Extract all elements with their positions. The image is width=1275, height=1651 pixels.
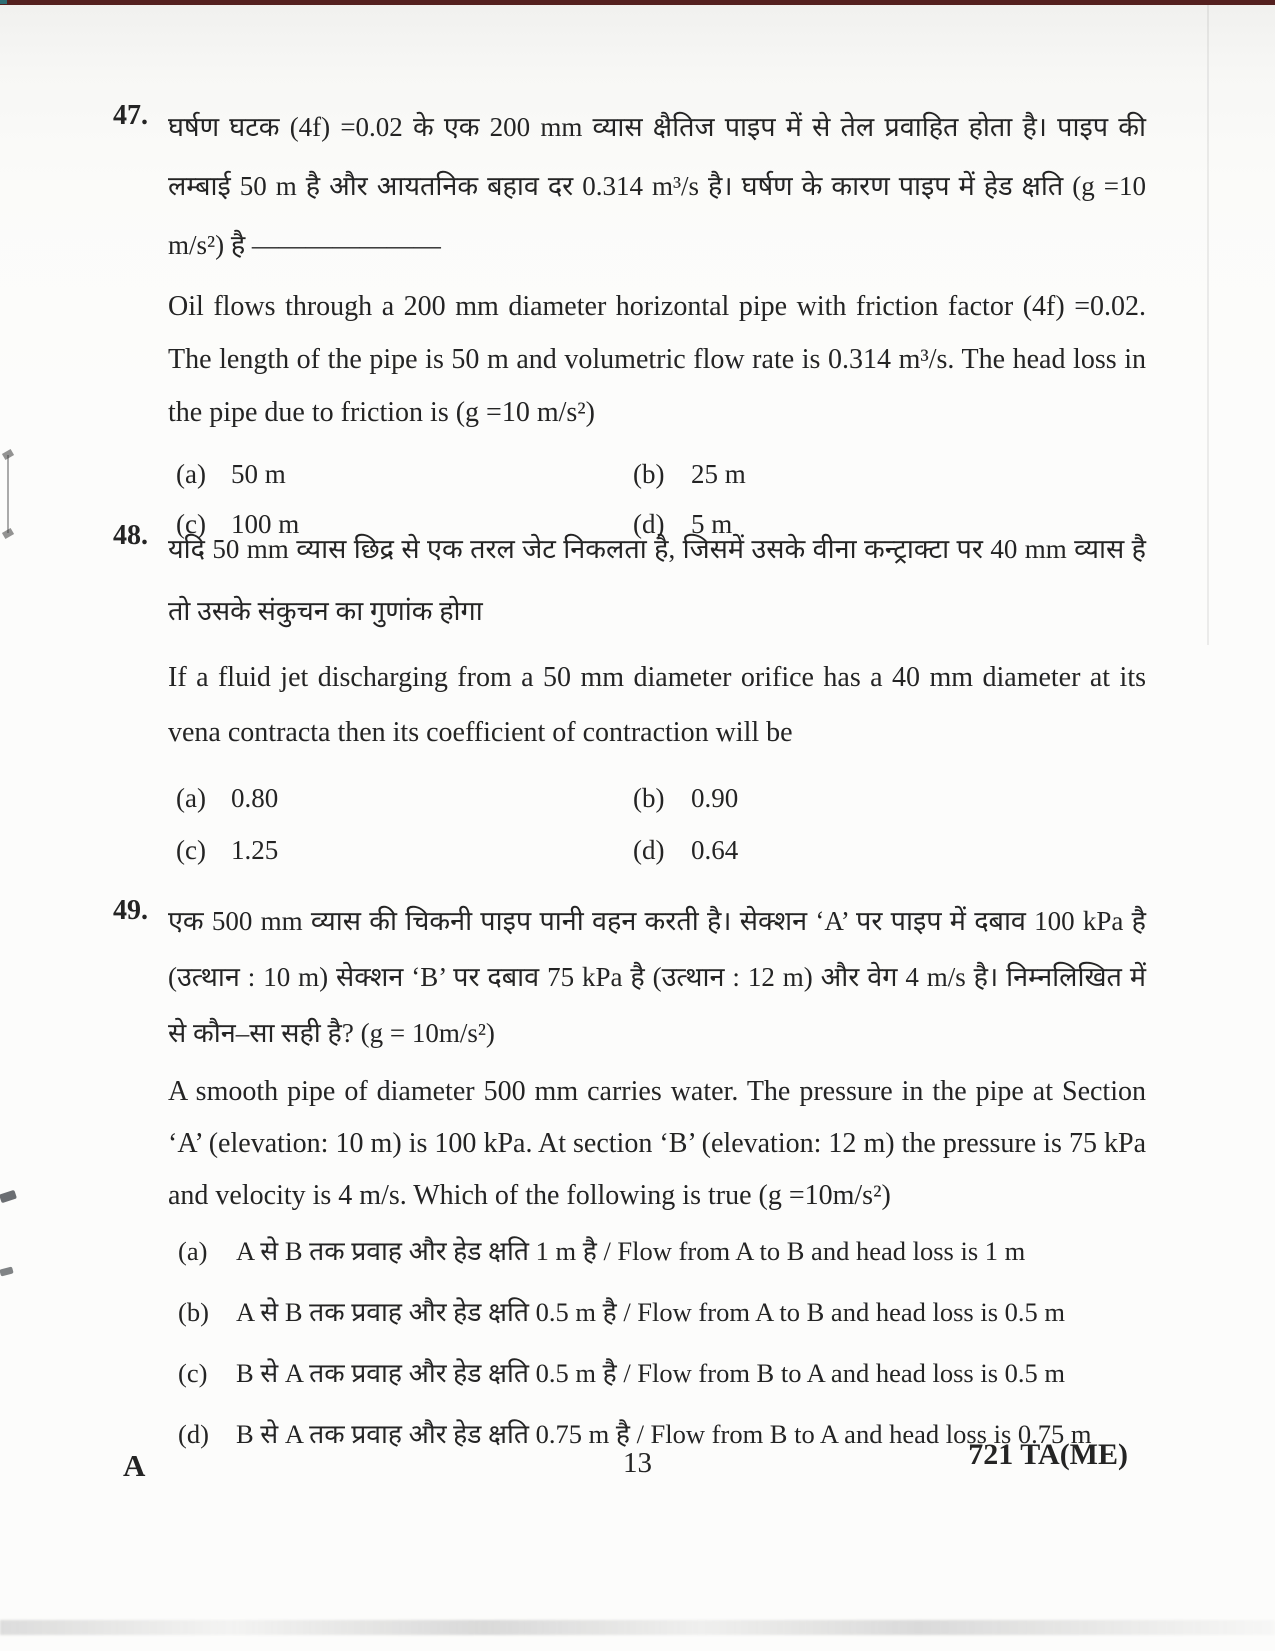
scan-right-edge-line xyxy=(1207,5,1209,645)
option-b-label: (b) xyxy=(633,783,665,813)
question-text-hindi: यदि 50 mm व्यास छिद्र से एक तरल जेट निकलता है, जिसमें उसके वीना कन्ट्राक्टा पर 40 mm व्यास है तो उसके संकुचन का गुणांक होगा xyxy=(168,534,1146,626)
option-d-text: 5 m xyxy=(691,509,733,539)
option-d-label: (d) xyxy=(178,1419,209,1449)
margin-pen-mark xyxy=(0,1190,17,1204)
question-body xyxy=(168,893,1146,1449)
question-text-hindi: एक 500 mm व्यास की चिकनी पाइप पानी वहन करती है। सेक्शन ‘A’ पर पाइप में दबाव 100 kPa है (उत्थान : 10 m) सेक्शन ‘B’ पर दबाव 75 kPa है (उत्थान : 12 m) और वेग 4 m/s है। निम्नलिखित में से कौन–सा सही है? (g = 10m/s²) xyxy=(168,906,1146,1048)
option-a-text: A से B तक प्रवाह और हेड क्षति 1 m है / Flow from A to B and head loss is 1 m xyxy=(236,1236,1026,1266)
options-row xyxy=(176,449,1146,499)
question-text-english: If a fluid jet discharging from a 50 mm diameter orifice has a 40 mm diameter at its vena contracta then its coefficient of contraction will be xyxy=(168,662,1146,748)
scan-bottom-edge-artifact xyxy=(0,1620,1275,1635)
question-body xyxy=(168,98,1146,549)
question-47 xyxy=(113,98,1153,549)
options-row xyxy=(176,772,1146,824)
option-c xyxy=(178,1358,1146,1388)
option-c-label: (c) xyxy=(176,835,206,865)
page-number: 13 xyxy=(623,1447,652,1479)
options-row xyxy=(176,824,1146,876)
paper-code: 721 TA(ME) xyxy=(968,1438,1128,1471)
option-b-text: 25 m xyxy=(691,459,746,489)
option-c-label: (c) xyxy=(178,1358,208,1388)
scan-top-edge-bar xyxy=(0,0,1275,5)
option-c-text: 100 m xyxy=(231,509,300,539)
option-a-text: 50 m xyxy=(231,459,286,489)
option-d-label: (d) xyxy=(633,835,665,865)
question-text-english: Oil flows through a 200 mm diameter horizontal pipe with friction factor (4f) =0.02. The length of the pipe is 50 m and volumetric flow rate is 0.314 m³/s. The head loss in the pipe due to friction is (g =10 m/s²) xyxy=(168,291,1146,428)
question-49 xyxy=(113,893,1153,1480)
option-b-text: 0.90 xyxy=(691,783,739,813)
question-number: 49. xyxy=(113,895,148,926)
option-a-label: (a) xyxy=(176,783,206,813)
margin-bracket-mark xyxy=(7,455,9,533)
margin-pen-mark xyxy=(0,1266,14,1276)
option-d-text: B से A तक प्रवाह और हेड क्षति 0.75 m है / Flow from B to A and head loss is 0.75 m xyxy=(236,1419,1092,1449)
question-number: 48. xyxy=(113,520,148,551)
question-body xyxy=(168,518,1146,876)
option-b-label: (b) xyxy=(178,1297,209,1327)
option-d-label: (d) xyxy=(633,509,665,539)
booklet-set-letter: A xyxy=(123,1448,146,1483)
option-a-label: (a) xyxy=(176,459,206,489)
question-text-hindi: घर्षण घटक (4f) =0.02 के एक 200 mm व्यास क्षैतिज पाइप में से तेल प्रवाहित होता है। पाइप की लम्बाई 50 m है और आयतनिक बहाव दर 0.314 m³/s है। घर्षण के कारण पाइप में हेड क्षति (g =10 m/s²) है ——————— xyxy=(168,112,1146,260)
question-text-english: A smooth pipe of diameter 500 mm carries water. The pressure in the pipe at Section ‘A’ (elevation: 10 m) is 100 kPa. At section ‘B’ (elevation: 12 m) the pressure is 75 kPa and velocity is 4 m/s. Which of the following is true (g =10m/s²) xyxy=(168,1076,1146,1211)
option-b-text: A से B तक प्रवाह और हेड क्षति 0.5 m है / Flow from A to B and head loss is 0.5 m xyxy=(236,1297,1065,1327)
option-a xyxy=(178,1236,1146,1266)
option-b-label: (b) xyxy=(633,459,665,489)
option-d-text: 0.64 xyxy=(691,835,739,865)
option-a-label: (a) xyxy=(178,1236,208,1266)
option-b xyxy=(178,1297,1146,1327)
option-c-text: 1.25 xyxy=(231,835,279,865)
scan-corner-artifact xyxy=(0,0,7,4)
question-48 xyxy=(113,518,1153,876)
option-c-text: B से A तक प्रवाह और हेड क्षति 0.5 m है / Flow from B to A and head loss is 0.5 m xyxy=(236,1358,1065,1388)
question-number: 47. xyxy=(113,100,148,131)
option-c-label: (c) xyxy=(176,509,206,539)
option-a-text: 0.80 xyxy=(231,783,279,813)
